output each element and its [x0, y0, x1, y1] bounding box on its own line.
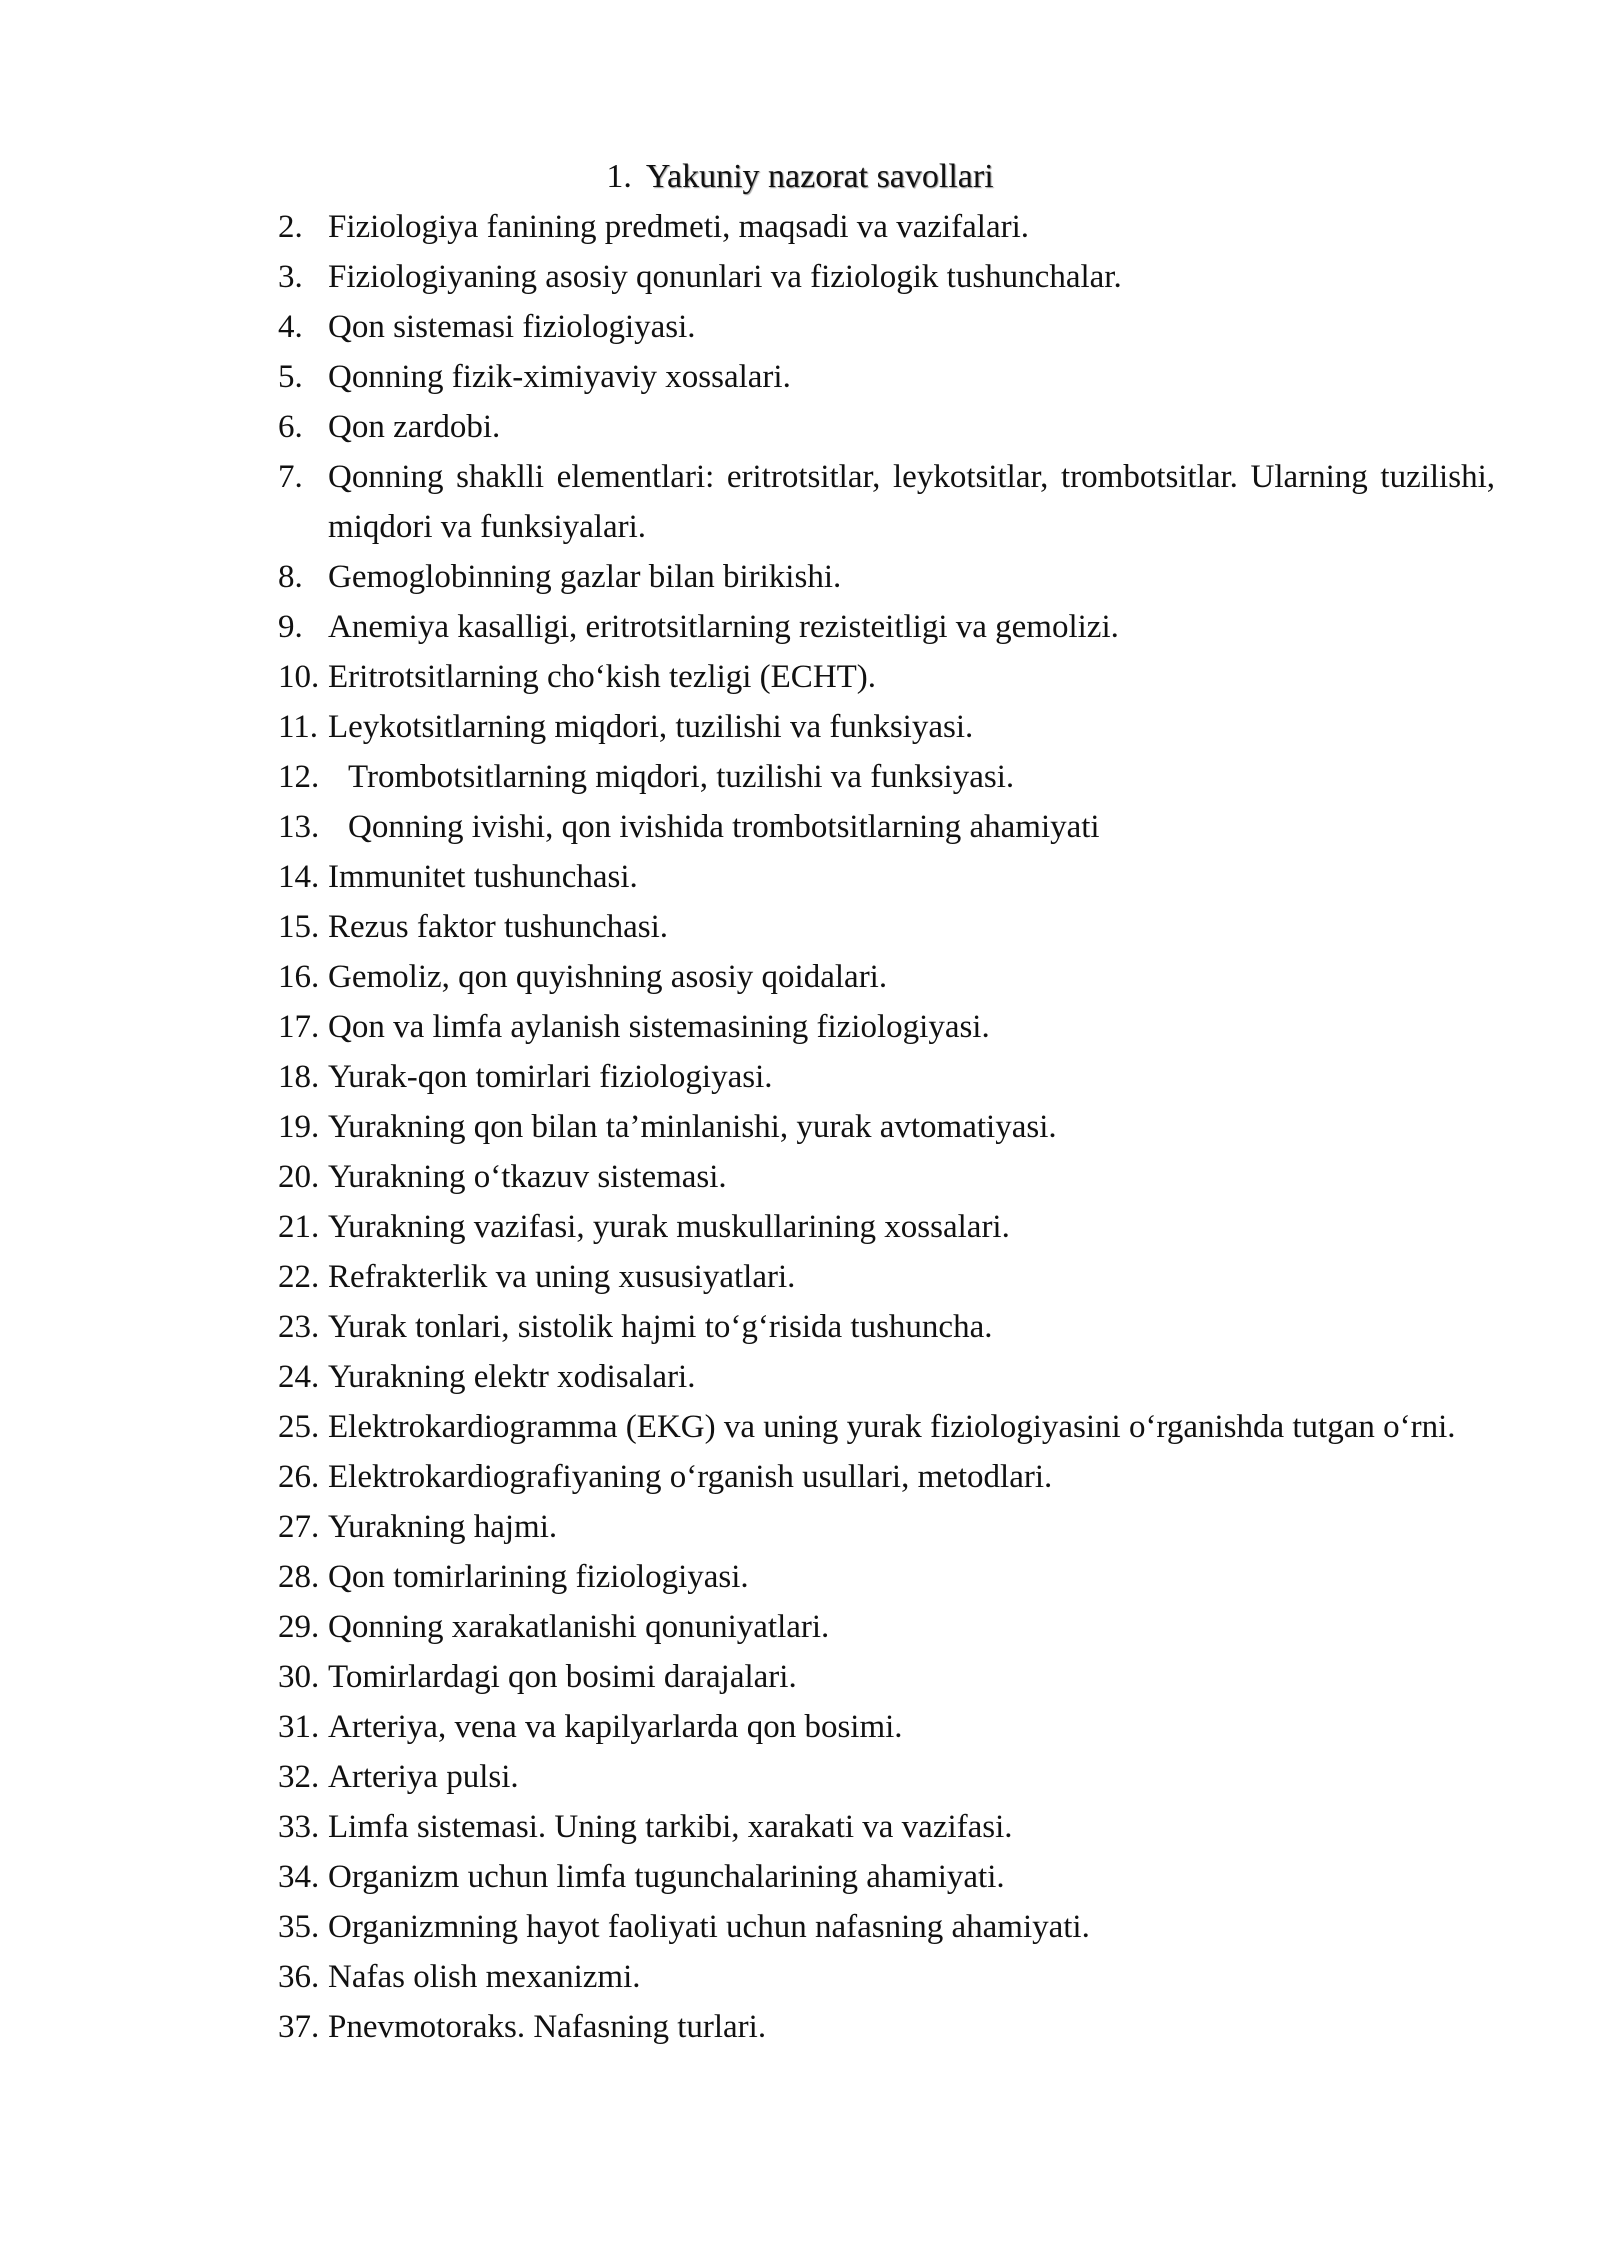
title-number: 1.: [606, 158, 632, 195]
list-item: [278, 1352, 1495, 1402]
list-item: [278, 1052, 1495, 1102]
list-item: [278, 1002, 1495, 1052]
item-number: 6.: [278, 409, 303, 445]
list-item: [278, 1752, 1495, 1802]
list-item: [278, 252, 1495, 302]
item-number: 29.: [278, 1609, 320, 1645]
item-number: 30.: [278, 1659, 320, 1695]
item-number: 23.: [278, 1309, 320, 1345]
item-text: Yurakning hajmi.: [328, 1509, 558, 1545]
list-item: [278, 652, 1495, 702]
item-number: 26.: [278, 1459, 320, 1495]
item-text: Qon va limfa aylanish sistemasining fiziologiyasi.: [328, 1009, 990, 1045]
item-text: Rezus faktor tushunchasi.: [328, 909, 669, 945]
item-number: 12.: [278, 759, 320, 795]
item-text: Qon tomirlarining fiziologiyasi.: [328, 1559, 749, 1595]
item-text: Gemoglobinning gazlar bilan birikishi.: [328, 559, 842, 595]
list-item: [278, 602, 1495, 652]
item-number: 15.: [278, 909, 320, 945]
item-number: 7.: [278, 459, 303, 495]
item-text: Limfa sistemasi. Uning tarkibi, xarakati va vazifasi.: [328, 1809, 1013, 1845]
item-text: Anemiya kasalligi, eritrotsitlarning rezisteitligi va gemolizi.: [328, 609, 1119, 645]
item-number: 5.: [278, 359, 303, 395]
question-list: [278, 202, 1495, 2052]
item-number: 4.: [278, 309, 303, 345]
list-item: [278, 1152, 1495, 1202]
item-text: Gemoliz, qon quyishning asosiy qoidalari.: [328, 959, 888, 995]
list-item: [278, 1902, 1495, 1952]
list-item: [278, 1802, 1495, 1852]
item-text: Elektrokardiogramma (EKG) va uning yurak fiziologiyasini o‘rganishda tutgan o‘rni.: [328, 1409, 1456, 1445]
item-number: 32.: [278, 1759, 320, 1795]
item-text: Immunitet tushunchasi.: [328, 859, 638, 895]
item-text: Yurakning qon bilan ta’minlanishi, yurak avtomatiyasi.: [328, 1109, 1057, 1145]
list-item: [278, 2002, 1495, 2052]
item-text: Yurakning elektr xodisalari.: [328, 1359, 696, 1395]
item-text: Qon sistemasi fiziologiyasi.: [328, 309, 696, 345]
item-text: Elektrokardiografiyaning o‘rganish usullari, metodlari.: [328, 1459, 1053, 1495]
item-text: Qonning shaklli elementlari: eritrotsitlar, leykotsitlar, trombotsitlar. Ularning tuzilishi, miqdori va funksiyalari.: [328, 459, 1495, 545]
list-item: [278, 1202, 1495, 1252]
item-number: 25.: [278, 1409, 320, 1445]
item-text: Qonning ivishi, qon ivishida trombotsitlarning ahamiyati: [348, 809, 1100, 845]
item-number: 28.: [278, 1559, 320, 1595]
item-number: 27.: [278, 1509, 320, 1545]
item-number: 35.: [278, 1909, 320, 1945]
list-item: [278, 452, 1495, 552]
item-text: Organizmning hayot faoliyati uchun nafasning ahamiyati.: [328, 1909, 1090, 1945]
item-text: Yurakning vazifasi, yurak muskullarining xossalari.: [328, 1209, 1010, 1245]
item-number: 21.: [278, 1209, 320, 1245]
list-item: [278, 1302, 1495, 1352]
item-text: Nafas olish mexanizmi.: [328, 1959, 641, 1995]
title-text: Yakuniy nazorat savollari: [645, 158, 994, 195]
item-number: 22.: [278, 1259, 320, 1295]
item-number: 16.: [278, 959, 320, 995]
list-item: [278, 352, 1495, 402]
item-text: Fiziologiyaning asosiy qonunlari va fiziologik tushunchalar.: [328, 259, 1122, 295]
item-text: Tomirlardagi qon bosimi darajalari.: [328, 1659, 797, 1695]
item-text: Organizm uchun limfa tugunchalarining ahamiyati.: [328, 1859, 1005, 1895]
item-text: Yurakning o‘tkazuv sistemasi.: [328, 1159, 727, 1195]
list-item: [278, 1452, 1495, 1502]
item-number: 36.: [278, 1959, 320, 1995]
item-text: Yurak tonlari, sistolik hajmi to‘g‘risida tushuncha.: [328, 1309, 993, 1345]
list-item: [278, 1552, 1495, 1602]
list-item: [278, 1702, 1495, 1752]
list-item: [278, 702, 1495, 752]
list-item: [278, 902, 1495, 952]
item-number: 19.: [278, 1109, 320, 1145]
item-number: 13.: [278, 809, 320, 845]
item-number: 24.: [278, 1359, 320, 1395]
list-item: [278, 952, 1495, 1002]
list-item: [278, 852, 1495, 902]
list-item: [278, 1602, 1495, 1652]
item-number: 18.: [278, 1059, 320, 1095]
item-text: Qon zardobi.: [328, 409, 501, 445]
list-item: [278, 1652, 1495, 1702]
item-text: Refrakterlik va uning xususiyatlari.: [328, 1259, 796, 1295]
item-number: 11.: [278, 709, 319, 745]
item-text: Qonning fizik-ximiyaviy xossalari.: [328, 359, 791, 395]
list-item: [278, 1102, 1495, 1152]
list-item: [278, 302, 1495, 352]
item-text: Trombotsitlarning miqdori, tuzilishi va funksiyasi.: [348, 759, 1015, 795]
item-number: 3.: [278, 259, 303, 295]
item-number: 8.: [278, 559, 303, 595]
list-item: [278, 402, 1495, 452]
item-number: 9.: [278, 609, 303, 645]
list-item: [278, 752, 1495, 802]
item-number: 17.: [278, 1009, 320, 1045]
item-number: 34.: [278, 1859, 320, 1895]
item-text: Yurak-qon tomirlari fiziologiyasi.: [328, 1059, 773, 1095]
list-item: [278, 1952, 1495, 2002]
item-text: Eritrotsitlarning cho‘kish tezligi (ECHT).: [328, 659, 877, 695]
item-text: Leykotsitlarning miqdori, tuzilishi va funksiyasi.: [328, 709, 974, 745]
item-number: 20.: [278, 1159, 320, 1195]
item-number: 14.: [278, 859, 320, 895]
page-title: [0, 152, 1600, 202]
list-item: [278, 1252, 1495, 1302]
item-number: 33.: [278, 1809, 320, 1845]
list-item: [278, 1402, 1495, 1452]
item-text: Qonning xarakatlanishi qonuniyatlari.: [328, 1609, 830, 1645]
item-number: 37.: [278, 2009, 320, 2045]
item-text: Pnevmotoraks. Nafasning turlari.: [328, 2009, 767, 2045]
list-item: [278, 202, 1495, 252]
item-number: 2.: [278, 209, 303, 245]
list-item: [278, 552, 1495, 602]
item-text: Arteriya pulsi.: [328, 1759, 519, 1795]
list-item: [278, 802, 1495, 852]
item-number: 10.: [278, 659, 320, 695]
list-item: [278, 1502, 1495, 1552]
item-number: 31.: [278, 1709, 320, 1745]
item-text: Fiziologiya fanining predmeti, maqsadi va vazifalari.: [328, 209, 1030, 245]
item-text: Arteriya, vena va kapilyarlarda qon bosimi.: [328, 1709, 903, 1745]
list-item: [278, 1852, 1495, 1902]
